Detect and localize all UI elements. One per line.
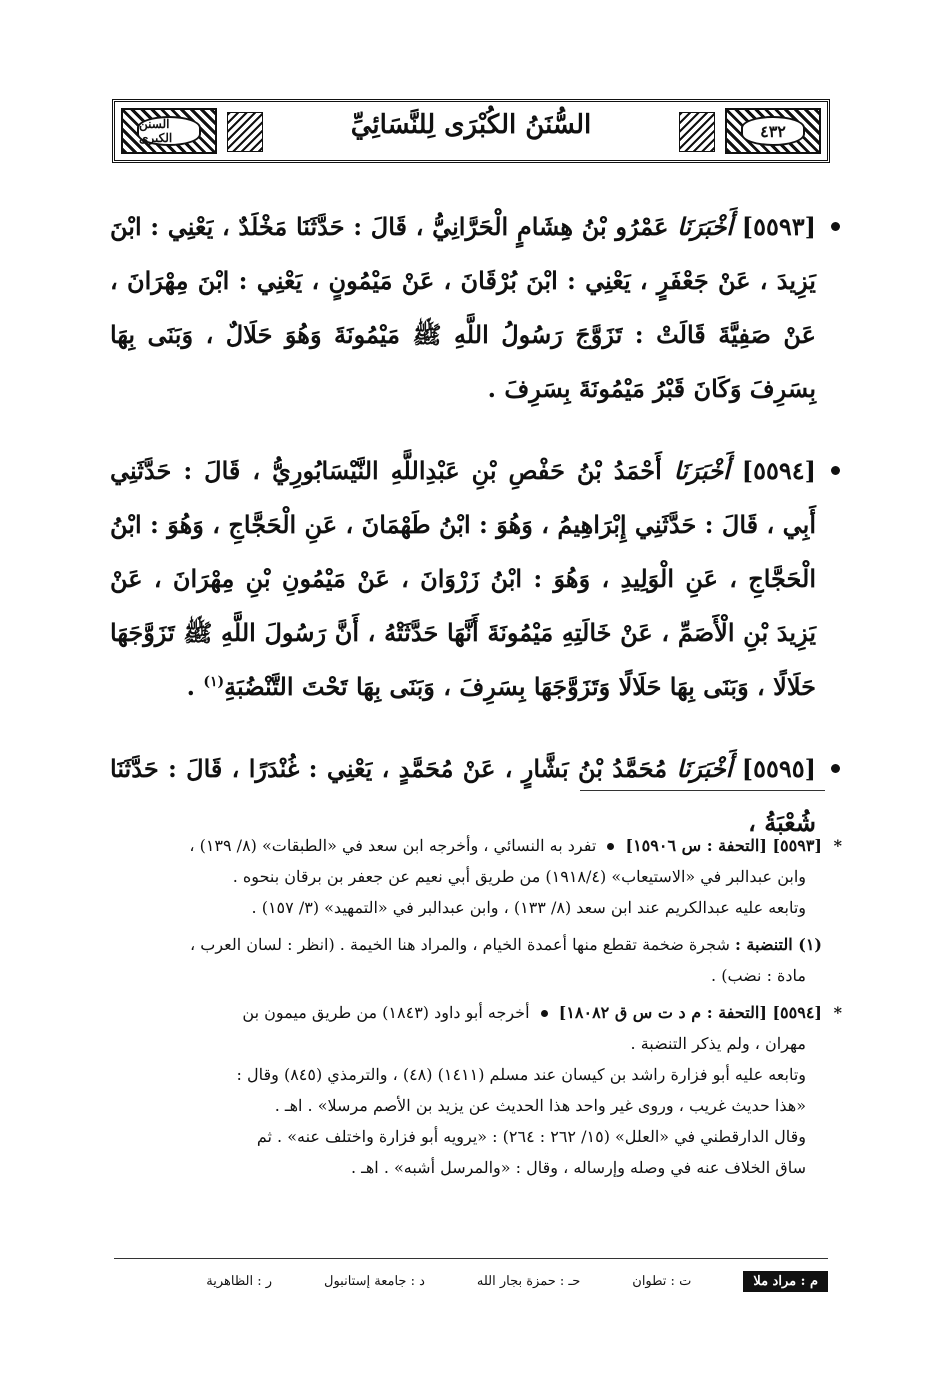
- hadith-number: [٥٥٩٣]: [741, 212, 816, 241]
- note-line: تفرد به النسائي ، وأخرجه ابن سعد في «الطبقات» (٨/ ١٣٩) ،: [189, 836, 597, 855]
- note-line: وقال الدارقطني في «العلل» (١٥/ ٢٦٢ : ٢٦٤) : «يرويه أبو فزارة واختلف عنه» . ثم: [256, 1127, 806, 1146]
- siglum-r: ر : الظاهرية: [206, 1273, 273, 1289]
- footnote-label: (١) التنضبة :: [734, 935, 822, 954]
- note-line: وتابعه عليه أبو فزارة راشد بن كيسان عند مسلم (١٤١١) (٤٨) ، والترمذي (٨٤٥) وقال :: [236, 1065, 806, 1084]
- hadith-lead: أَخْبَرَنَا: [673, 456, 730, 485]
- star-icon: *: [833, 836, 842, 855]
- emblem-text: السنن الكبرى: [137, 116, 201, 146]
- footer-rule: [114, 1258, 828, 1259]
- hadith-number: [٥٥٩٥]: [741, 754, 817, 783]
- note-line: أخرجه أبو داود (١٨٤٣) من طريق ميمون بن: [242, 1003, 530, 1022]
- hadith-lead: أَخْبَرَنَا: [676, 754, 733, 783]
- hadith-end: .: [186, 672, 204, 701]
- running-header: [112, 99, 830, 163]
- ornament-divider: [227, 112, 263, 152]
- hadith-5594: [110, 444, 836, 714]
- hadith-text: عَمْرُو بْنُ هِشَامٍ الْحَرَّانِيُّ ، قَالَ : حَدَّثَنَا مَخْلَدٌ ، يَعْنِي : ابْنَ يَزِيدَ ، عَنْ جَعْفَرٍ ، يَعْنِي : ابْنَ بُرْقَانَ ، عَنْ مَيْمُونٍ ، يَعْنِي : ابْنَ مِهْرَانَ ، عَنْ صَفِيَّةَ قَالَتْ : تَزَوَّجَ رَسُولُ اللَّهِ ﷺ مَيْمُونَةَ وَهُوَ حَلَالٌ ، وَبَنَى بِهَا بِسَرِفَ وَكَانَ قَبْرُ مَيْمُونَةَ بِسَرِفَ .: [110, 212, 816, 403]
- footnote-separator: [580, 790, 825, 791]
- book-title: السُّنَنُ الكُبْرَى لِلنَّسَائِيِّ: [350, 110, 592, 140]
- bullet-icon: [831, 222, 840, 231]
- hadith-lead: أَخْبَرَنَا: [677, 212, 734, 241]
- note-5594: [106, 997, 842, 1183]
- dot-icon: [607, 843, 614, 850]
- footnotes: [106, 830, 842, 1189]
- note-ref: [٥٥٩٣] [التحفة : س ١٥٩٠٦]: [625, 836, 822, 855]
- note-ref: [٥٥٩٤] [التحفة : م د ت س ق ١٨٠٨٢]: [558, 1003, 822, 1022]
- note-line: «هذا حديث غريب ، وروى غير واحد هذا الحديث عن يزيد بن الأصم مرسلا» . اهـ .: [274, 1096, 806, 1115]
- hadith-5593: [110, 200, 836, 416]
- bullet-icon: [831, 466, 840, 475]
- note-line: ساق الخلاف عنه في وصله وإرساله ، وقال : «والمرسل أشبه» . اهـ .: [350, 1158, 806, 1177]
- siglum-m: م : مراد ملا: [743, 1271, 828, 1292]
- book-emblem: [121, 108, 217, 154]
- hadith-text: مُحَمَّدُ بْنُ بَشَّارٍ ، عَنْ مُحَمَّدٍ ، يَعْنِي : غُنْدَرًا ، قَالَ : حَدَّثَنَا شُعْبَةُ ،: [110, 754, 816, 837]
- note-line: مهران ، ولم يذكر التنضبة .: [630, 1034, 806, 1053]
- hadith-number: [٥٥٩٤]: [741, 456, 817, 485]
- star-icon: *: [833, 1003, 842, 1022]
- page-number: ٤٣٢: [741, 116, 805, 146]
- siglum-h: حـ : حمزة بجار الله: [476, 1273, 581, 1289]
- dot-icon: [541, 1010, 548, 1017]
- manuscript-sigla: [114, 1266, 828, 1296]
- footnote-text: مادة : نضب) .: [711, 966, 806, 985]
- footnote-text: شجرة ضخمة تقطع منها أعمدة الخيام ، والمراد هنا الخيمة . (انظر : لسان العرب ،: [190, 935, 730, 954]
- main-text: [110, 200, 836, 850]
- bullet-icon: [831, 764, 840, 773]
- siglum-d: د : جامعة إستانبول: [324, 1273, 425, 1289]
- note-line: وابن عبدالبر في «الاستيعاب» (١٩١٨/٤) من طريق أبي نعيم عن جعفر بن برقان بنحوه .: [232, 867, 806, 886]
- footnote-mark: (١): [203, 674, 225, 690]
- hadith-text: أَحْمَدُ بْنُ حَفْصِ بْنِ عَبْدِاللَّهِ النَّيْسَابُورِيُّ ، قَالَ : حَدَّثَنِي أَبِي ، قَالَ : حَدَّثَنِي إِبْرَاهِيمُ ، وَهُوَ : ابْنُ طَهْمَانَ ، عَنِ الْحَجَّاجِ ، وَهُوَ : ابْنُ الْحَجَّاجِ ، عَنِ الْوَلِيدِ ، وَهُوَ : ابْنُ زَرْوَانَ ، عَنْ مَيْمُونِ بْنِ مِهْرَانَ ، عَنْ يَزِيدَ بْنِ الْأَصَمِّ ، عَنْ خَالَتِهِ مَيْمُونَةَ أَنَّهَا حَدَّثَتْهُ ، أَنَّ رَسُولَ اللَّهِ ﷺ تَزَوَّجَهَا حَلَالًا ، وَبَنَى بِهَا حَلَالًا وَتَزَوَّجَهَا بِسَرِفَ ، وَبَنَى بِهَا تَحْتَ التَّنْضُبَةِ: [110, 456, 817, 701]
- note-5593: [106, 830, 842, 923]
- footnote-1: [106, 929, 842, 991]
- note-line: وتابعه عليه عبدالكريم عند ابن سعد (٨/ ١٣٣) ، وابن عبدالبر في «التمهيد» (٣/ ١٥٧) .: [251, 898, 806, 917]
- siglum-t: ت : تطوان: [632, 1273, 692, 1289]
